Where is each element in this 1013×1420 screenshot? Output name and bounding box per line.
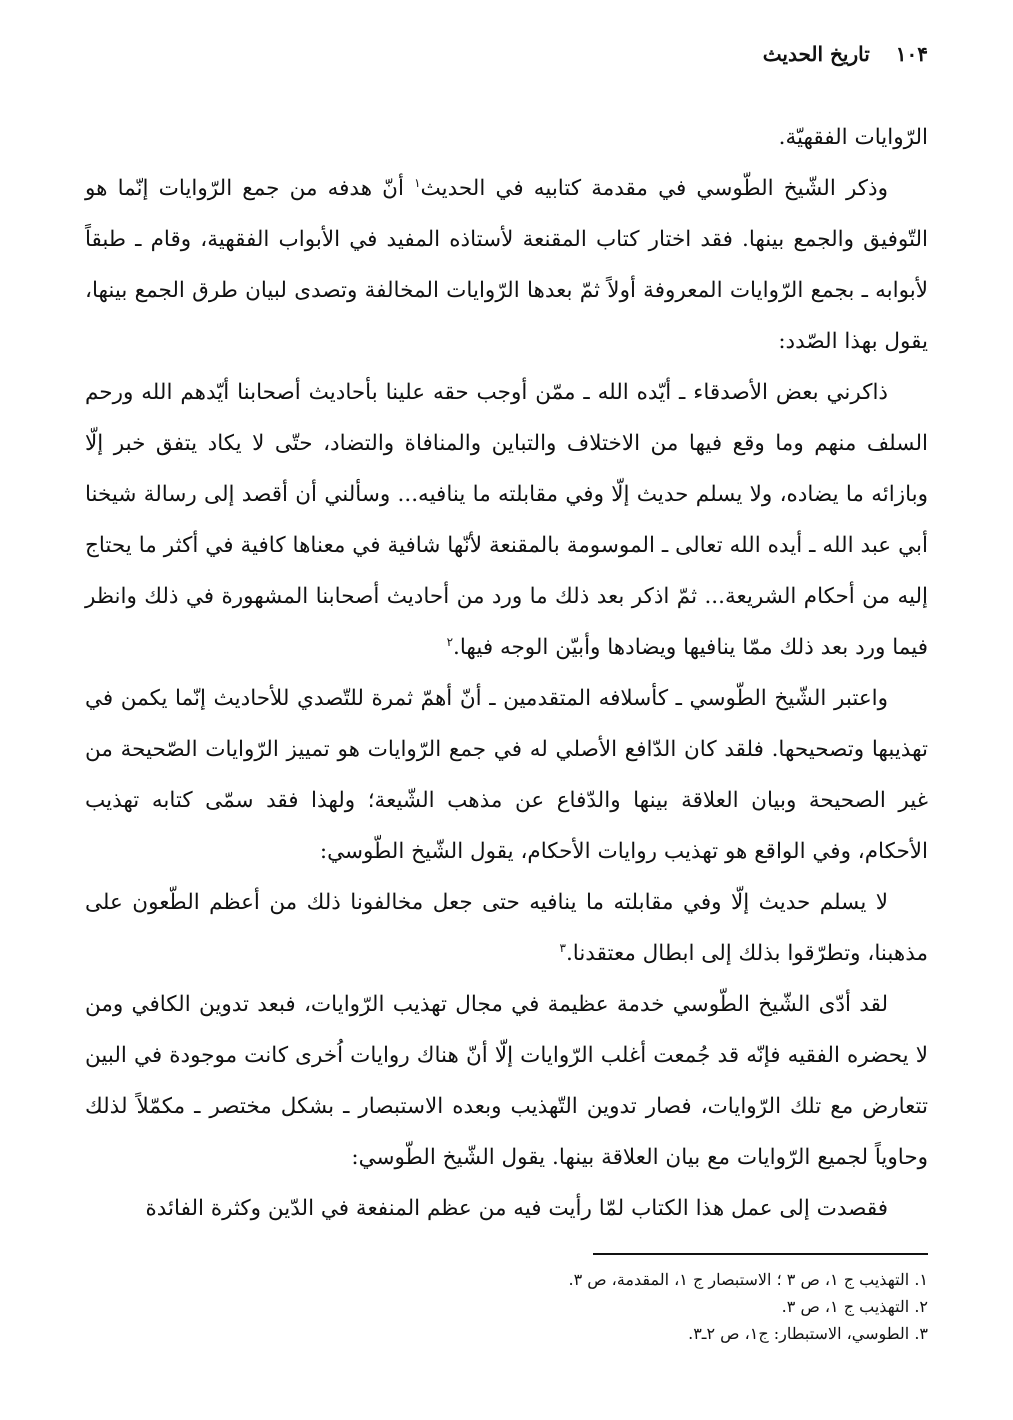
running-header	[763, 42, 928, 66]
paragraph-text: وذكر الشّيخ الطّوسي في مقدمة كتابيه في الحديث	[420, 176, 888, 201]
paragraph	[85, 163, 928, 367]
block-quote	[85, 367, 928, 673]
footnote: ٢. التهذيب ج ١، ص ٣.	[781, 1297, 928, 1316]
quote-text: ذاكرني بعض الأصدقاء ـ أيّده الله ـ ممّن أوجب حقه علينا بأحاديث أصحابنا أيّدهم الله ورحم السلف منهم وما وقع فيها من الاختلاف والتباين والمنافاة والتضاد، حتّى لا يكاد يتفق خبر إلّا وبازائه ما يضاده، ولا يسلم حديث إلّا وفي مقابلته ما ينافيه... وسألني أن أقصد إلى رسالة شيخنا أبي عبد الله ـ أيده الله تعالى ـ الموسومة بالمقنعة لأنّها شافية في معناها كافية في أكثر ما يحتاج إليه من أحكام الشريعة... ثمّ اذكر بعد ذلك ما ورد من أحاديث أصحابنا المشهورة في ذلك وانظر فيما ورد بعد ذلك ممّا ينافيها ويضادها وأبيّن الوجه فيها.	[85, 380, 928, 660]
footnotes	[85, 1266, 928, 1347]
footnote-ref[interactable]: ٢	[446, 634, 454, 649]
block-quote	[85, 877, 928, 979]
footnote-divider	[593, 1253, 928, 1255]
page-number: ١٠۴	[895, 42, 928, 66]
paragraph-text: أنّ هدفه من جمع الرّوايات إنّما هو التّوفيق والجمع بينها. فقد اختار كتاب المقنعة لأستاذه المفيد في الأبواب الفقهية، وقام ـ طبقاً لأبوابه ـ بجمع الرّوايات المعروفة أولاً ثمّ بعدها الرّوايات المخالفة وتصدى لبيان طرق الجمع بينها، يقول بهذا الصّدد:	[85, 176, 928, 354]
quote-text: لا يسلم حديث إلّا وفي مقابلته ما ينافيه حتى جعل مخالفونا ذلك من أعظم الطّعون على مذهبنا، وتطرّقوا بذلك إلى ابطال معتقدنا.	[85, 890, 928, 966]
footnote: ١. التهذيب ج ١، ص ٣ ؛ الاستبصار ج ١، المقدمة، ص ٣.	[568, 1270, 928, 1289]
running-title: تاريخ الحديث	[762, 42, 870, 66]
footnote: ٣. الطوسي، الاستبطار: ج١، ص ٢ـ٣.	[688, 1324, 928, 1343]
paragraph: لقد أدّى الشّيخ الطّوسي خدمة عظيمة في مجال تهذيب الرّوايات، فبعد تدوين الكافي ومن لا يحضره الفقيه فإنّه قد جُمعت أغلب الرّوايات إلّا أنّ هناك روايات اُخرى كانت موجودة في البين تتعارض مع تلك الرّوايات، فصار تدوين التّهذيب وبعده الاستبصار ـ بشكل مختصر ـ مكمّلاً لذلك وحاوياً لجميع الرّوايات مع بيان العلاقة بينها. يقول الشّيخ الطّوسي:	[85, 992, 928, 1170]
block-quote: فقصدت إلى عمل هذا الكتاب لمّا رأيت فيه من عظم المنفعة في الدّين وكثرة الفائدة	[145, 1196, 888, 1221]
paragraph: واعتبر الشّيخ الطّوسي ـ كأسلافه المتقدمين ـ أنّ أهمّ ثمرة للتّصدي للأحاديث إنّما يكمن في تهذيبها وتصحيحها. فلقد كان الدّافع الأصلي له في جمع الرّوايات هو تمييز الرّوايات الصّحيحة من غير الصحيحة وبيان العلاقة بينها والدّفاع عن مذهب الشّيعة؛ ولهذا فقد سمّى كتابه تهذيب الأحكام، وفي الواقع هو تهذيب روايات الأحكام، يقول الشّيخ الطّوسي:	[85, 686, 928, 864]
footnote-ref[interactable]: ١	[414, 175, 421, 190]
paragraph-heading-line: الرّوايات الفقهيّة.	[778, 125, 928, 150]
main-text	[85, 112, 928, 1234]
footnote-ref[interactable]: ٣	[559, 940, 566, 955]
